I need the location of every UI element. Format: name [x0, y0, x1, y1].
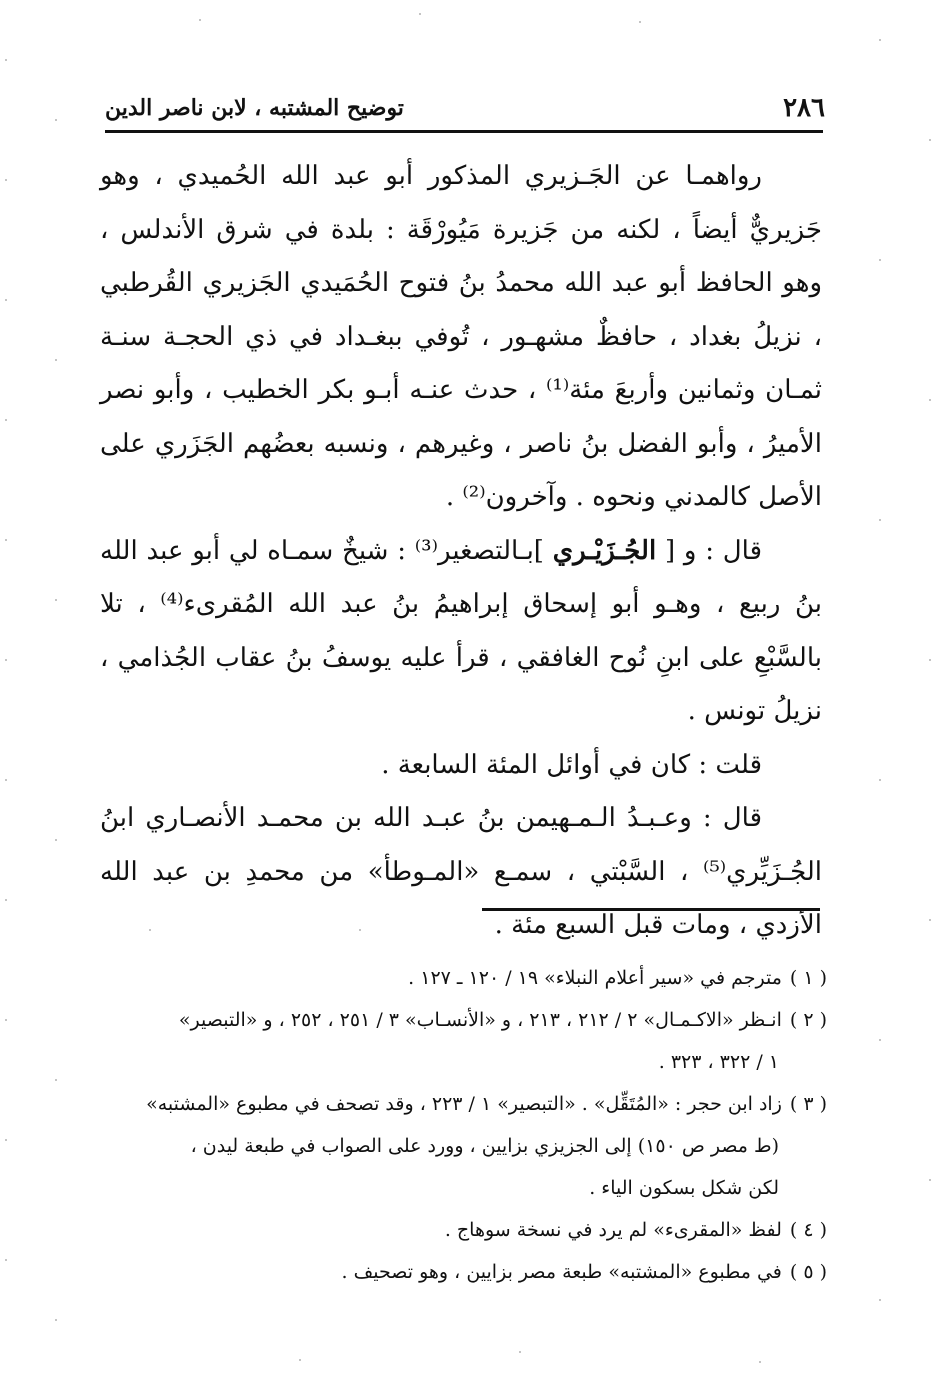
footnote-text: زاد ابن حجر : «المُتَقِّل» . «التبصير» ١ / ٢٢٣ ، وقد تصحف في مطبوع «المشتبه» — [146, 1093, 782, 1115]
paragraph-2 — [100, 525, 822, 739]
footnote-2-continuation: ١ / ٣٢٢ ، ٣٢٣ . — [658, 1051, 779, 1073]
footnote-number: ( ٣ ) — [789, 1093, 827, 1115]
footnote-3-continuation: (ط مصر ص ١٥٠) إلى الجزيزي بزايين ، وورد على الصواب في طبعة ليدن ، — [190, 1135, 779, 1157]
footnote-text: انـظر «الاكـمـال» ٢ / ٢١٢ ، ٢١٣ ، و «الأنسـاب» ٣ / ٢٥١ ، ٢٥٢ ، و «التبصير» — [178, 1009, 782, 1031]
paragraph-2-start: قال : و [ — [656, 535, 762, 566]
footnote-text: لفظ «المقرىء» لم يرد في نسخة سوهاج . — [444, 1219, 782, 1241]
footnote-text: في مطبوع «المشتبه» طبعة مصر بزايين ، وهو تصحيف . — [341, 1261, 782, 1283]
footnote-number: ( ٢ ) — [789, 1009, 827, 1031]
main-text — [100, 150, 822, 953]
footnote-1 — [105, 957, 827, 999]
running-title: توضيح المشتبه ، لابن ناصر الدين — [105, 95, 404, 121]
footnote-3-continuation: لكن شكل بسكون الياء . — [589, 1177, 779, 1199]
paragraph-4: قال : وعـبـدُ الـمـهيمن بنُ عبـد الله بن محمـد الأنصـاري ابنُ الجُـزَيِّري⁽⁵⁾ ، السَّبْتي ، سمـع «المـوطأ» من محمدِ بن عبد الله الأزدي ، ومات قبل السبع مئة . — [100, 803, 822, 940]
footnote-2 — [105, 999, 827, 1041]
footnotes — [105, 957, 827, 1293]
footnote-3 — [105, 1083, 827, 1125]
footnote-number: ( ١ ) — [789, 967, 827, 989]
footnote-text: مترجم في «سير أعلام النبلاء» ١٩ / ١٢٠ ـ ١٢٧ . — [408, 967, 782, 989]
footnote-number: ( ٥ ) — [789, 1261, 827, 1283]
footnote-number: ( ٤ ) — [789, 1219, 827, 1241]
footnote-5 — [105, 1251, 827, 1293]
paragraph-1: رواهمـا عن الجَـزيري المذكور أبو عبد الله الحُميدي ، وهو جَزيريٌّ أيضاً ، لكنه من جَزيرة مَيُورْقَة : بلدة في شرق الأندلس ، وهو الحافظ أبو عبد الله محمدُ بنُ فتوح الحُمَيدي الجَزيري القُرطبي ، نزيلُ بغداد ، حافظٌ مشهـور ، تُوفي ببغـداد في ذي الحجـة سنـة ثمـان وثمانين وأربعَ مئة⁽¹⁾ ، حدث عنـه أبـو بكر الخطيب ، وأبو نصر الأميرُ ، وأبو الفضل بنُ ناصر ، وغيرهم ، ونسبه بعضُهم الجَزَري على الأصل كالمدني ونحوه . وآخرون⁽²⁾ . — [100, 161, 822, 512]
footnote-4 — [105, 1209, 827, 1251]
page-header — [105, 92, 825, 124]
heading-word: الجُـزَيْـري — [552, 535, 657, 566]
page-number: ٢٨٦ — [783, 93, 825, 123]
header-rule — [105, 130, 823, 133]
paragraph-2-rest: ]بـالتصغير⁽³⁾ : شيخٌ سمـاه لي أبو عبد الله بنُ ربيع ، وهـو أبو إسحاق إبراهيمُ بنُ عبد الله المُقرىء⁽⁴⁾ ، تلا بالسَّبْعِ على ابنِ نُوح الغافقي ، قرأ عليه يوسفُ بنُ عقاب الجُذامي ، نزيلُ تونس . — [100, 535, 823, 726]
footnote-separator — [482, 908, 820, 911]
paragraph-3: قلت : كان في أوائل المئة السابعة . — [381, 749, 762, 780]
